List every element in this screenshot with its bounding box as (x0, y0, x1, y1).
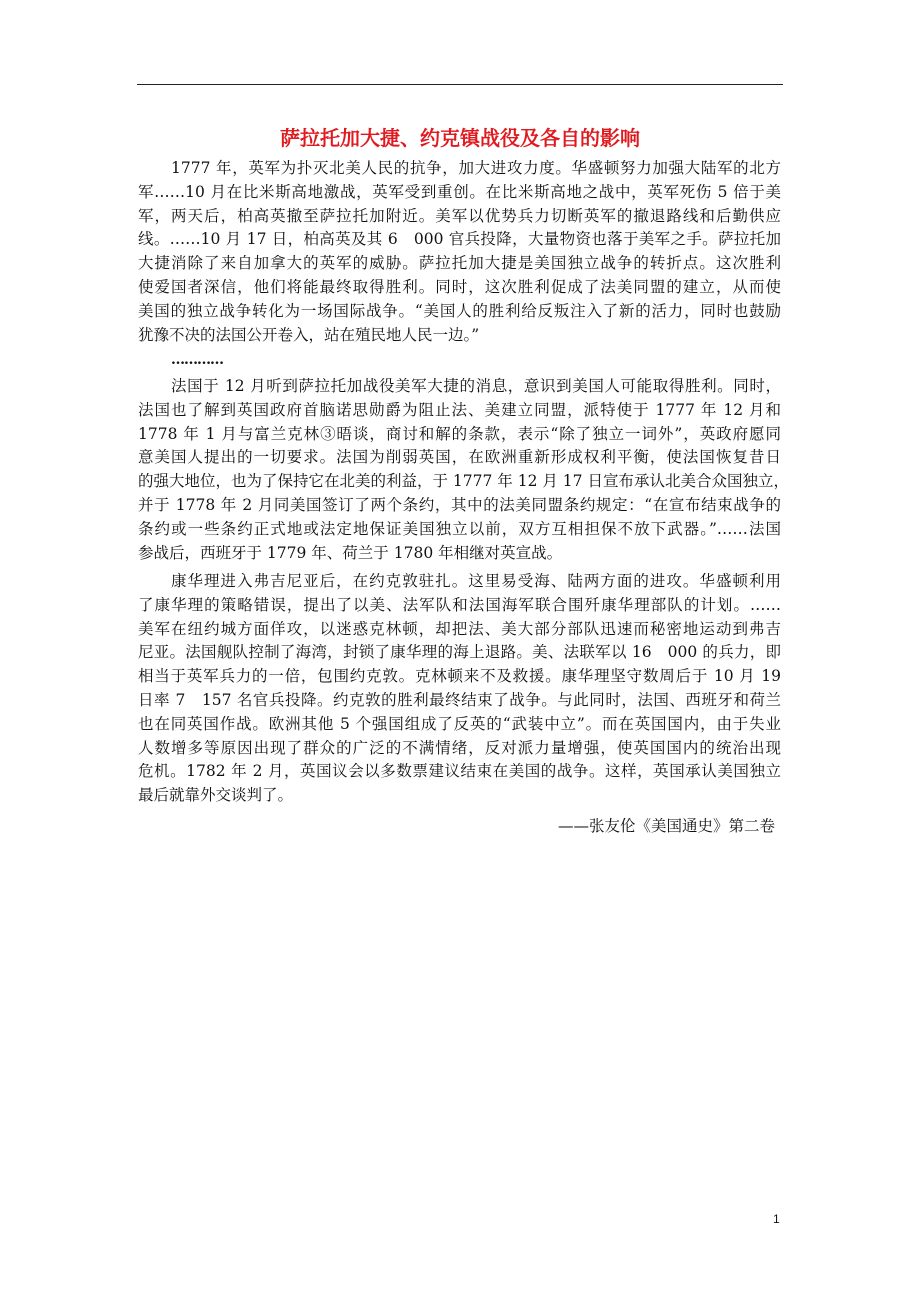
text-line: 条约或一些条约正式地或法定地保证美国独立以前，双方互相担保不放下武器。”……法国 (138, 519, 781, 538)
text-line: 美军在纽约城方面佯攻，以迷惑克林顿，却把法、美大部分部队迅速而秘密地运动到弗吉 (138, 619, 781, 638)
text-line: 军……10 月在比米斯高地激战，英军受到重创。在比米斯高地之战中，英军死伤 5 倍于美 (138, 182, 781, 201)
text-line: 线。……10 月 17 日，柏高英及其 6 000 官兵投降，大量物资也落于美军之手。萨拉托加 (138, 230, 781, 249)
text-line: 意美国人提出的一切要求。法国为削弱英国，在欧洲重新形成权利平衡，使法国恢复昔日 (138, 448, 781, 467)
header-rule (137, 84, 783, 85)
text-line: 1778 年 1 月与富兰克林③晤谈，商讨和解的条款，表示“除了独立一词外”，英政府愿同 (138, 424, 781, 443)
text-line: 尼亚。法国舰队控制了海湾，封锁了康华理的海上退路。美、法联军以 16 000 的兵力，即 (138, 643, 781, 662)
text-line: 相当于英军兵力的一倍，包围约克敦。克林顿来不及救援。康华理坚守数周后于 10 月 19 (138, 667, 781, 686)
ellipsis: ………… (171, 352, 223, 368)
text-line: 美国的独立战争转化为一场国际战争。“美国人的胜利给反叛注入了新的活力，同时也鼓励 (138, 301, 781, 320)
text-line: 也在同英国作战。欧洲其他 5 个强国组成了反英的“武装中立”。而在英国国内，由于失业 (138, 714, 781, 733)
text-line: 使爱国者深信，他们将能最终取得胜利。同时，这次胜利促成了法美同盟的建立，从而使 (138, 277, 781, 296)
text-line: 大捷消除了来自加拿大的英军的威胁。萨拉托加大捷是美国独立战争的转折点。这次胜利 (138, 254, 781, 273)
text-line: 法国也了解到英国政府首脑诺思勋爵为阻止法、美建立同盟，派特使于 1777 年 12 月和 (138, 400, 781, 419)
text-line: 法国于 12 月听到萨拉托加战役美军大捷的消息，意识到美国人可能取得胜利。同时， (171, 377, 781, 395)
page-number: 1 (773, 1212, 780, 1226)
text-line: 参战后，西班牙于 1779 年、荷兰于 1780 年相继对英宣战。 (138, 543, 563, 562)
text-line: 并于 1778 年 2 月同美国签订了两个条约，其中的法美同盟条约规定：“在宣布结束战争的 (138, 495, 781, 514)
text-line: 军，两天后，柏高英撤至萨拉托加附近。美军以优势兵力切断英军的撤退路线和后勤供应 (138, 206, 781, 225)
text-line: 人数增多等原因出现了群众的广泛的不满情绪，反对派力量增强，使英国国内的统治出现 (138, 738, 781, 757)
citation-source: ——张友伦《美国通史》第二卷 (557, 817, 775, 835)
document-title: 萨拉托加大捷、约克镇战役及各自的影响 (280, 126, 640, 150)
text-line: 的强大地位，也为了保持它在北美的利益，于 1777 年 12 月 17 日宣布承认北美合众国独立， (138, 472, 789, 491)
text-line: 日率 7 157 名官兵投降。约克敦的胜利最终结束了战争。与此同时，法国、西班牙和荷兰 (138, 690, 781, 709)
paragraph-yorktown (138, 570, 781, 808)
paragraph-saratoga (138, 157, 781, 347)
text-line: 康华理进入弗吉尼亚后，在约克敦驻扎。这里易受海、陆两方面的进攻。华盛顿利用 (171, 572, 781, 590)
text-line: 犹豫不决的法国公开卷入，站在殖民地人民一边。” (138, 325, 480, 344)
text-line: 了康华理的策略错误，提出了以美、法军队和法国海军联合围歼康华理部队的计划。…… (138, 595, 781, 614)
paragraph-france-alliance (138, 375, 789, 565)
text-line: 1777 年，英军为扑灭北美人民的抗争，加大进攻力度。华盛顿努力加强大陆军的北方 (171, 159, 781, 177)
text-line: 最后就靠外交谈判了。 (138, 786, 294, 805)
text-line: 危机。1782 年 2 月，英国议会以多数票建议结束在美国的战争。这样，英国承认美国独立 (138, 762, 781, 781)
